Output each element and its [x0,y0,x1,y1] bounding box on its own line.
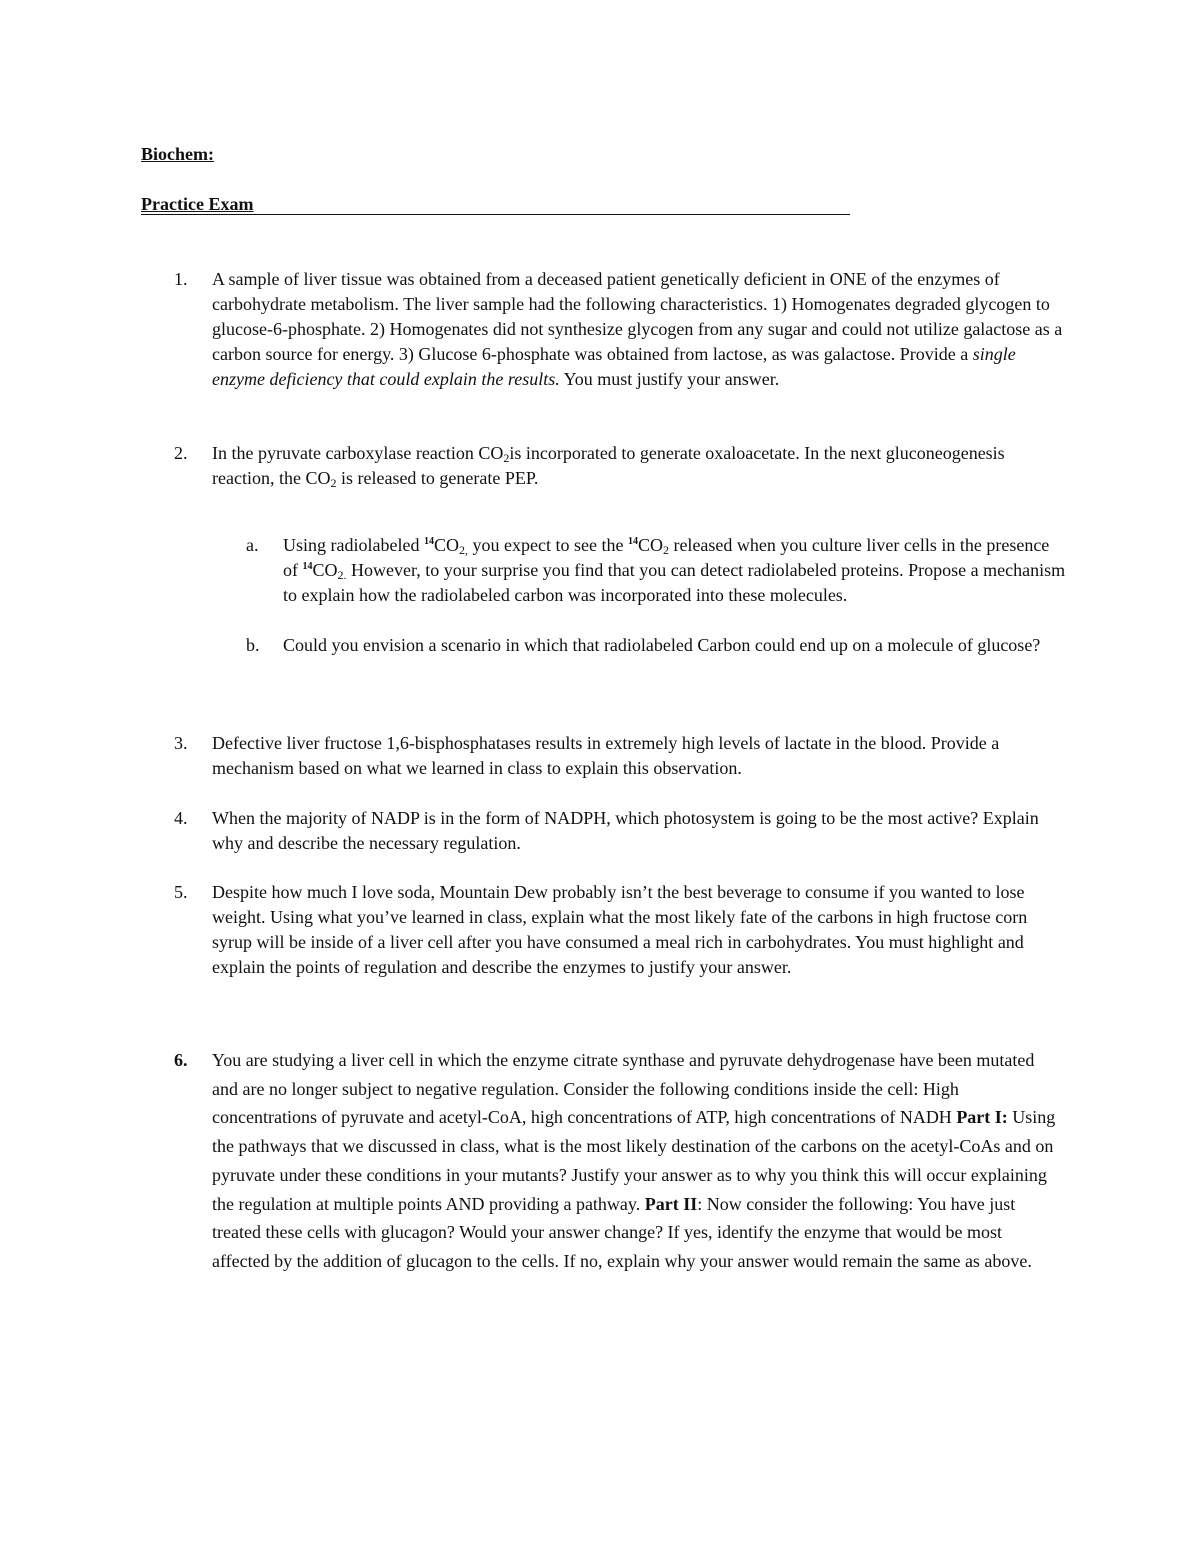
question-number: 6. [174,1050,188,1070]
subscript: 2, [458,543,468,557]
subscript: 2 [330,476,337,490]
subquestion-text: Could you envision a scenario in which that radiolabeled Carbon could end up on a molecule of glucose? [283,635,1041,655]
q1-emphasis: single enzyme deficiency that could explain the results. [212,344,1016,389]
q2-text-part: is released to generate PEP. [336,468,539,488]
q2a-text-part: However, to your surprise you find that you can detect radiolabeled proteins. Propose a mechanism to explain how the radiolabeled carbon was incorporated into these molecules. [283,560,1066,605]
name-underline [141,196,850,215]
q2a-text-part: CO [637,535,663,555]
q6-text-part: Using the pathways that we discussed in class, what is the most likely destination of the carbons on the acetyl-CoAs and on pyruvate under these conditions in your mutants? Justify your answer as to why you think this will occur explaining the regulation at multiple points AND providing a pathway. [212,1107,1056,1214]
part-label: Part I: [956,1107,1008,1128]
q2-text-part: In the pyruvate carboxylase reaction CO [212,443,504,463]
q2a-text-part: CO [312,560,338,580]
part-label: Part II [644,1193,698,1214]
question-text: When the majority of NADP is in the form of NADPH, which photosystem is going to be the most active? Explain why and describe the necessary regulation. [212,808,1039,853]
q2a-text-part: CO [433,535,459,555]
question-number: 3. [174,733,188,753]
superscript: 14 [423,536,434,547]
question-2b [246,633,1066,658]
question-number: 1. [174,269,188,289]
question-2 [174,441,1064,491]
q2-text-part: is incorporated to generate oxaloacetate. In the next gluconeogenesis reaction, the CO [212,443,1005,488]
q6-text-part: You are studying a liver cell in which the enzyme citrate synthase and pyruvate dehydrogenase have been mutated and are no longer subject to negative regulation. Consider the following conditions inside the cell: High concentrations of pyruvate and acetyl-CoA, high concentrations of ATP, high concentrations of NADH [212,1050,1035,1128]
subquestion-letter: b. [246,635,260,655]
subscript: 2 [662,543,669,557]
question-text [212,1046,1064,1276]
superscript: 14 [627,536,638,547]
superscript: 14 [302,561,313,572]
document-subtitle: Practice Exam [141,194,254,214]
subscript: 2. [337,568,347,582]
question-6 [174,1046,1064,1276]
question-4 [174,806,1064,856]
document-title: Biochem: [141,144,214,164]
q1-text-part: You must justify your answer. [559,369,780,389]
question-5 [174,880,1064,980]
question-text [212,441,1064,491]
q2a-text-part: Using radiolabeled [283,535,424,555]
question-number: 2. [174,443,188,463]
subscript: 2 [503,451,510,465]
subquestion-text [283,533,1066,608]
question-text: Despite how much I love soda, Mountain Dew probably isn’t the best beverage to consume if you wanted to lose weight. Using what you’ve learned in class, explain what the most likely fate of the carbons in high fructose corn syrup will be inside of a liver cell after you have consumed a meal rich in carbohydrates. You must highlight and explain the points of regulation and describe the enzymes to justify your answer. [212,882,1028,977]
question-text: Defective liver fructose 1,6-bisphosphatases results in extremely high levels of lactate in the blood. Provide a mechanism based on what we learned in class to explain this observation. [212,733,1000,778]
subquestion-letter: a. [246,535,259,555]
q1-text-part: A sample of liver tissue was obtained from a deceased patient genetically deficient in ONE of the enzymes of carbohydrate metabolism. The liver sample had the following characteristics. 1) Homogenates degraded glycogen to glucose-6-phosphate. 2) Homogenates did not synthesize glycogen from any sugar and could not utilize galactose as a carbon source for energy. 3) Glucose 6-phosphate was obtained from lactose, as was galactose. Provide a [212,269,1063,364]
question-1 [174,267,1064,392]
q6-text-part: : Now consider the following: You have just treated these cells with glucagon? Would your answer change? If yes, identify the enzyme that would be most affected by the addition of glucagon to the cells. If no, explain why your answer would remain the same as above. [212,1193,1032,1271]
question-3 [174,731,1064,781]
q2a-text-part: you expect to see the [467,535,628,555]
question-number: 4. [174,808,188,828]
question-2a [246,533,1066,608]
question-number: 5. [174,882,188,902]
q2a-text-part: released when you culture liver cells in the presence of [283,535,1050,580]
question-text [212,267,1064,392]
